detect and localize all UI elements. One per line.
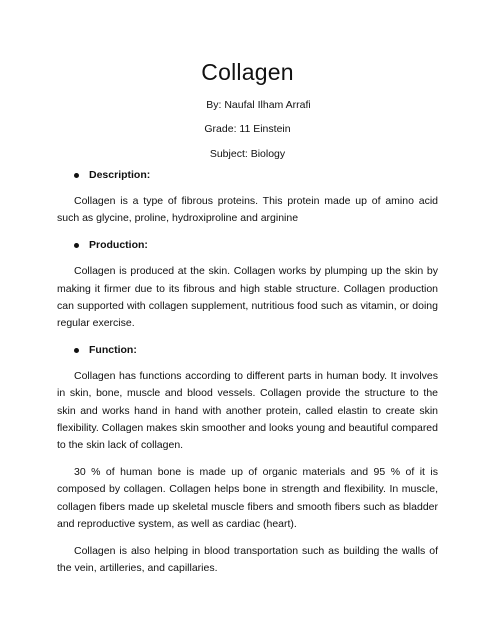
function-paragraph-3: Collagen is also helping in blood transportation such as building the walls of the vein, artilleries, and capillaries. bbox=[57, 545, 438, 575]
production-heading bbox=[57, 238, 438, 252]
description-heading bbox=[57, 168, 438, 182]
description-paragraph: Collagen is a type of fibrous proteins. This protein made up of amino acid such as glycine, proline, hydroxiproline and arginine bbox=[57, 195, 438, 225]
function-paragraph-1: Collagen has functions according to different parts in human body. It involves in skin, bone, muscle and blood vessels. Collagen provide the structure to the skin and works hand in hand with another protein, called elastin to create skin flexibility. Collagen makes skin smoother and looks young and beautiful compared to the skin lack of collagen. bbox=[57, 370, 438, 452]
document-title: Collagen bbox=[201, 59, 294, 85]
subject-line: Subject: Biology bbox=[209, 148, 286, 160]
function-heading bbox=[57, 343, 438, 357]
production-paragraph: Collagen is produced at the skin. Collagen works by plumping up the skin by making it firmer due to its fibrous and high stable structure. Collagen production can supported with collagen supplement, nutritious food such as vitamin, or doing regular exercise. bbox=[57, 265, 438, 330]
author-line: By: Naufal Ilham Arrafi bbox=[206, 99, 311, 111]
production-heading-text: Production: bbox=[89, 239, 148, 252]
function-heading-text: Function: bbox=[89, 344, 137, 357]
bullet-icon bbox=[74, 243, 79, 248]
bullet-icon bbox=[74, 348, 79, 353]
description-heading-text: Description: bbox=[89, 169, 151, 181]
document-body bbox=[57, 168, 438, 577]
bullet-icon bbox=[74, 173, 79, 178]
function-paragraph-2: 30 % of human bone is made up of organic materials and 95 % of it is composed by collagen. Collagen helps bone in strength and flexibility. In muscle, collagen fibers made up skeletal muscle fibers and smooth fibers such as bladder and reproductive system, as well as cardiac (heart). bbox=[57, 466, 438, 530]
grade-line: Grade: 11 Einstein bbox=[204, 123, 291, 135]
